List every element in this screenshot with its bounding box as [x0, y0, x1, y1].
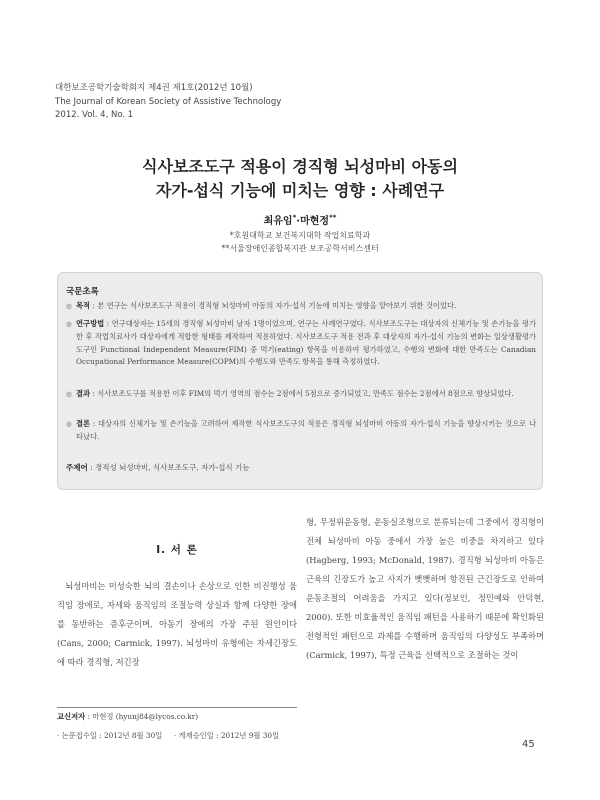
- abstract-conclusion: [66, 418, 536, 444]
- journal-english-name: The Journal of Korean Society of Assistive Technology: [55, 96, 282, 107]
- journal-korean-name: 대한보조공학기술학회지 제4권 제1호(2012년 10월): [55, 83, 253, 93]
- abstract-item-label: 결론: [76, 419, 91, 428]
- body-right-column: 형, 무정위운동형, 운동실조형으로 분류되는데 그중에서 경직형이 전체 뇌성마비 아동 중에서 가장 높은 비중을 차지하고 있다(Hagberg, 1993; McDonald, 1987). 경직형 뇌성마비 아동은 근육의 긴장도가 높고 사지가 뻣뻣하며 항진된 근긴장도로 인하여 운동조절의 어려움을 가지고 있다(정보인, 정민예와 안덕현, 2000). 또한 비효율적인 움직임 패턴을 사용하기 때문에 확인화된 전형적인 패턴으로 과제를 수행하며 움직임의 다양성도 부족하며 (Carmick, 1997), 특정 근육을 선택적으로 조절하는 것이: [306, 517, 544, 660]
- section-heading-introduction: Ⅰ. 서 론: [156, 544, 198, 556]
- body-left-column: 뇌성마비는 미성숙한 뇌의 결손이나 손상으로 인한 비진행성 움직임 장애로, 자세와 움직임의 조절능력 상실과 함께 다양한 장애를 동반하는 증후군이며, 아동기 장애의 가장 주된 원인이다(Cans, 2000; Carmick, 1997). 뇌성마비 유형에는 자세긴장도에 따라 경직형, 저긴장: [57, 581, 297, 667]
- abstract-heading: 국문초록: [66, 287, 99, 297]
- abstract-item-text: : 연구대상자는 15세의 경직형 뇌성마비 남자 1명이었으며, 연구는 사례연구였다. 식사보조도구는 대상자의 신체기능 및 손기능을 평가한 후 작업치료사가 대상자에게 적합한 형태를 제작하여 적용하였다. 식사보조도구 적용 전과 후 대상자의 자가-섭식 기능의 변화는 일상생활평가도구인 Functional Independent Measure(FIM) 중 먹기(eating) 항목을 이용하여 평가하였고, 수행의 변화에 대한 만족도는 Canadian Occupational Performance Measure(COPM)의 수행도와 만족도 항목을 통해 측정하였다.: [76, 319, 536, 367]
- bullet-icon: ◎: [66, 302, 72, 310]
- author-separator: ·: [296, 216, 301, 227]
- abstract-item-label: 연구방법: [76, 319, 105, 328]
- keywords-text: : 경직성 뇌성마비, 식사보조도구, 자가-섭식 기능: [87, 463, 250, 472]
- corresponding-author-label: 교신저자: [57, 712, 86, 721]
- keywords-label: 주제어: [66, 463, 88, 472]
- author-1-mark: *: [292, 213, 297, 222]
- abstract-item-label: 목적: [76, 301, 91, 310]
- affiliation-2: **서울장애인종합복지관 보조공학서비스센터: [221, 244, 379, 253]
- abstract-purpose: [66, 300, 536, 313]
- bullet-icon: ◎: [66, 420, 72, 428]
- affiliations: [0, 229, 600, 255]
- affiliation-1: *호원대학교 보건복지대학 작업치료학과: [229, 231, 371, 240]
- keywords: [66, 462, 250, 473]
- abstract-method: [66, 318, 536, 369]
- bullet-icon: ◎: [66, 320, 72, 328]
- journal-issue: 2012. Vol. 4, No. 1: [55, 110, 134, 120]
- abstract-item-text: : 본 연구는 식사보조도구 적용이 경직형 뇌성마비 아동의 자가-섭식 기능에 미치는 영향을 알아보기 위한 것이었다.: [90, 301, 457, 310]
- abstract-item-text: : 식사보조도구를 적용한 이후 FIM의 먹기 영역의 점수는 2점에서 5점으로 증가되었고, 만족도 점수는 2점에서 8점으로 향상되었다.: [90, 389, 514, 398]
- abstract-result: [66, 388, 536, 401]
- title-line-1: 식사보조도구 적용이 경직형 뇌성마비 아동의: [142, 157, 458, 176]
- corresponding-author: [57, 712, 198, 722]
- footnote-rule: [57, 707, 297, 708]
- submission-dates: · 논문접수일 : 2012년 8월 30일 · 게재승인일 : 2012년 9월 30일: [57, 731, 280, 740]
- page-number: 45: [522, 739, 535, 750]
- bullet-icon: ◎: [66, 390, 72, 398]
- author-2: 마현정: [300, 216, 330, 227]
- abstract-item-label: 결과: [76, 389, 91, 398]
- paper-title: [0, 155, 600, 203]
- author-list: [0, 212, 600, 227]
- author-1: 최유임: [263, 216, 293, 227]
- journal-header: [55, 82, 281, 123]
- abstract-item-text: : 대상자의 신체기능 및 손기능을 고려하여 제작한 식사보조도구의 적용은 경직형 뇌성마비 아동의 자가-섭식 기능을 향상시키는 것으로 나타났다.: [76, 419, 536, 441]
- author-2-mark: **: [329, 213, 337, 222]
- corresponding-author-text: : 마현정 (hyunj84@lycos.co.kr): [85, 712, 199, 721]
- title-line-2: 자가-섭식 기능에 미치는 영향 : 사례연구: [155, 181, 445, 200]
